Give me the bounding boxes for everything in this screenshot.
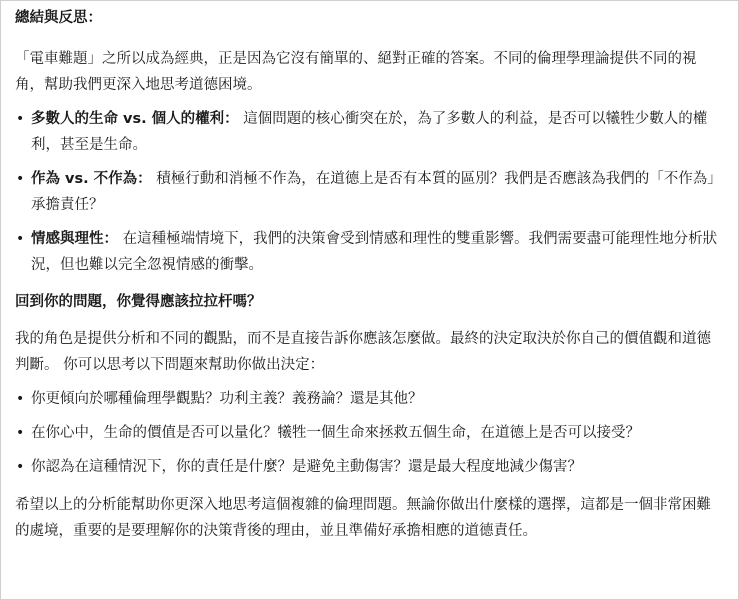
summary-list: [15, 106, 725, 278]
bullet-icon: •: [16, 425, 25, 441]
summary-intro: 「電車難題」之所以成為經典，正是因為它沒有簡單的、絕對正確的答案。不同的倫理學理論提供不同的視角，幫助我們更深入地思考道德困境。: [15, 51, 697, 93]
list-item: [15, 386, 725, 412]
list-item: [15, 454, 725, 480]
list-item-text: 在你心中，生命的價值是否可以量化？犧牲一個生命來拯救五個生命，在道德上是否可以接受？: [31, 425, 640, 441]
bullet-icon: •: [16, 391, 25, 407]
list-item-text: 你認為在這種情況下，你的責任是什麼？是避免主動傷害？還是最大程度地減少傷害？: [31, 459, 582, 475]
bullet-icon: •: [16, 111, 25, 127]
question-list: [15, 386, 725, 480]
bullet-icon: •: [16, 171, 25, 187]
summary-heading: 總結與反思：: [15, 10, 102, 26]
list-item-title: 多數人的生命 vs. 個人的權利：: [31, 111, 239, 127]
closing-paragraph: 希望以上的分析能幫助你更深入地思考這個複雜的倫理問題。無論你做出什麼樣的選擇，這都是一個非常困難的處境，重要的是要理解你的決策背後的理由，並且準備好承擔相應的道德責任。: [15, 497, 711, 539]
list-item: [15, 226, 725, 278]
list-item-title: 作為 vs. 不作為：: [31, 171, 152, 187]
bullet-icon: •: [16, 231, 25, 247]
list-item-title: 情感與理性：: [31, 231, 118, 247]
list-item-text: 積極行動和消極不作為，在道德上是否有本質的區別？我們是否應該為我們的「不作為」承擔責任？: [31, 171, 722, 213]
bullet-icon: •: [16, 459, 25, 475]
list-item-text: 在這種極端情境下，我們的決策會受到情感和理性的雙重影響。我們需要盡可能理性地分析狀況，但也難以完全忽視情感的衝擊。: [31, 231, 718, 273]
question-heading: 回到你的問題，你覺得應該拉拉杆嗎？: [15, 294, 262, 310]
list-item: [15, 420, 725, 446]
question-intro: 我的角色是提供分析和不同的觀點，而不是直接告訴你應該怎麼做。最終的決定取決於你自己的價值觀和道德判斷。 你可以思考以下問題來幫助你做出決定：: [15, 331, 711, 373]
list-item-text: 這個問題的核心衝突在於，為了多數人的利益，是否可以犧牲少數人的權利，甚至是生命。: [31, 111, 708, 153]
list-item: [15, 166, 725, 218]
list-item-text: 你更傾向於哪種倫理學觀點？功利主義？義務論？還是其他？: [31, 391, 423, 407]
document-content: [15, 8, 725, 544]
list-item: [15, 106, 725, 158]
